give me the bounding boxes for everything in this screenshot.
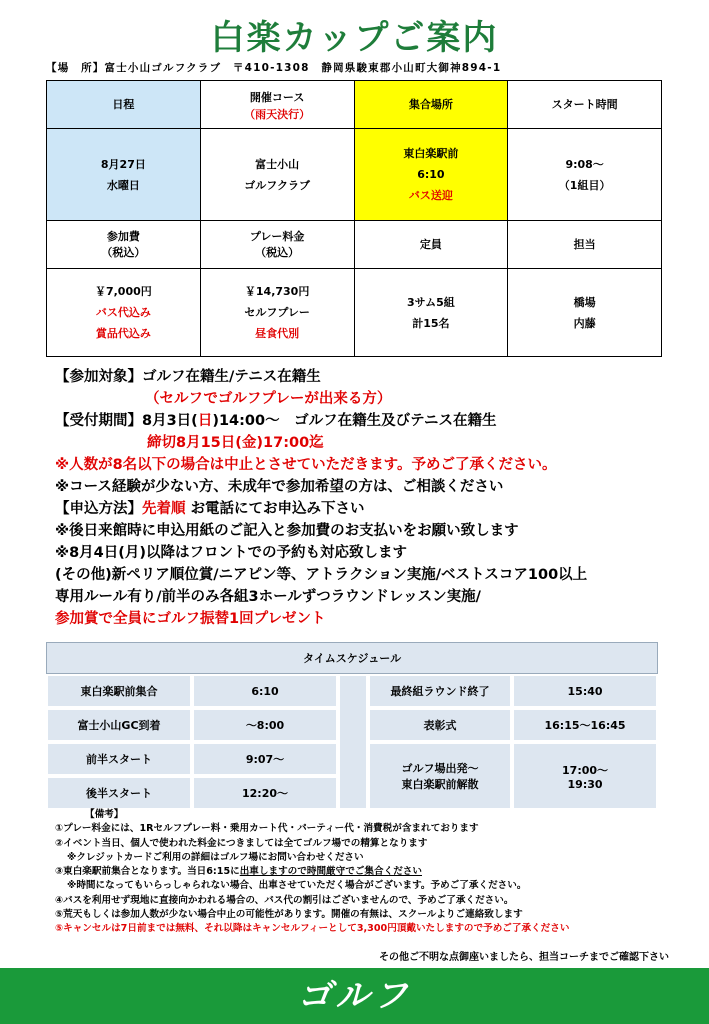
note-item: ⑤キャンセルは7日前までは無料、それ以降はキャンセルフィーとして3,300円頂戴いたしますので予めご了承ください	[55, 923, 570, 935]
note-item: ③東白楽駅前集合となります。当日6:15に出車しますので時間厳守でご集合ください	[55, 866, 422, 878]
time-schedule-table	[46, 642, 658, 810]
consult-line: ※コース経験が少ない方、未成年で参加希望の方は、ご相談ください	[55, 479, 504, 495]
schedule-label: 東白楽駅前集合	[46, 674, 192, 708]
payment-line: ※後日来館時に申込用紙のご記入と参加費のお支払いをお願い致します	[55, 523, 519, 539]
info-table	[46, 80, 662, 357]
rules-line: 専用ルール有り/前半のみ各組3ホールずつラウンドレッスン実施/	[55, 589, 481, 605]
closing-line: その他ご不明な点御座いましたら、担当コーチまでご確認下さい	[379, 952, 669, 963]
page-title: 白楽カップご案内	[210, 18, 499, 58]
header-course: 開催コース （雨天決行）	[200, 81, 354, 129]
schedule-label: 表彰式	[368, 708, 512, 742]
note-item: ④バスを利用せず現地に直接向かわれる場合の、バス代の割引はございませんので、予めご了承ください。	[55, 894, 514, 906]
schedule-time: 16:15～16:45	[512, 708, 658, 742]
header-play-fee: プレー料金 （税込）	[200, 221, 354, 269]
schedule-label: 前半スタート	[46, 742, 192, 776]
cell-course: 富士小山 ゴルフクラブ	[200, 129, 354, 221]
schedule-label: ゴルフ場出発～ 東白楽駅前解散	[368, 742, 512, 810]
venue-line: 【場 所】富士小山ゴルフクラブ 〒410-1308 静岡県駿東郡小山町大御神894-1	[46, 62, 502, 74]
notes-heading: 【備考】	[85, 809, 124, 820]
cell-date: 8月27日 水曜日	[47, 129, 201, 221]
other-line: (その他)新ペリア順位賞/ニアピン等、アトラクション実施/ベストスコア100以上	[55, 567, 588, 583]
cell-staff: 橋場 内藤	[508, 269, 662, 357]
schedule-time: 17:00～ 19:30	[512, 742, 658, 810]
header-date: 日程	[47, 81, 201, 129]
cancel-condition-line: ※人数が8名以下の場合は中止とさせていただきます。予めご了承ください。	[55, 457, 557, 473]
schedule-time: ～8:00	[192, 708, 338, 742]
note-item: ②イベント当日、個人で使われた料金につきましては全てゴルフ場での精算となります	[55, 837, 428, 849]
schedule-time: 12:20～	[192, 776, 338, 810]
schedule-label: 富士小山GC到着	[46, 708, 192, 742]
target-note: （セルフでゴルフプレーが出来る方）	[145, 391, 392, 407]
cell-play-fee: ￥14,730円 セルフプレー 昼食代別	[200, 269, 354, 357]
header-capacity: 定員	[354, 221, 508, 269]
schedule-time: 9:07～	[192, 742, 338, 776]
period-line: 【受付期間】8月3日(日)14:00～ ゴルフ在籍生及びテニス在籍生	[55, 413, 497, 429]
prize-line: 参加賞で全員にゴルフ振替1回プレゼント	[55, 611, 326, 627]
front-desk-line: ※8月4日(月)以降はフロントでの予約も対応致します	[55, 545, 408, 561]
note-item: ①プレー料金には、1Rセルフプレー料・乗用カート代・パーティー代・消費税が含まれております	[55, 823, 479, 835]
schedule-divider	[338, 674, 368, 810]
target-line: 【参加対象】ゴルフ在籍生/テニス在籍生	[55, 369, 321, 385]
footer-banner: ゴルフ	[0, 968, 709, 1024]
note-item: ※時間になってもいらっしゃられない場合、出車させていただく場合がございます。予めご了承ください。	[67, 880, 527, 892]
note-item: ※クレジットカードご利用の詳細はゴルフ場にお問い合わせください	[67, 851, 364, 863]
deadline-line: 締切8月15日(金)17:00迄	[147, 435, 324, 451]
apply-method-line: 【申込方法】先着順 お電話にてお申込み下さい	[55, 501, 365, 517]
cell-fee: ￥7,000円 バス代込み 賞品代込み	[47, 269, 201, 357]
header-start-time: スタート時間	[508, 81, 662, 129]
cell-meeting-place: 東白楽駅前 6:10 バス送迎	[354, 129, 508, 221]
header-meeting-place: 集合場所	[354, 81, 508, 129]
cell-capacity: 3サム5組 計15名	[354, 269, 508, 357]
notes-section	[55, 808, 569, 937]
schedule-label: 後半スタート	[46, 776, 192, 810]
header-staff: 担当	[508, 221, 662, 269]
schedule-label: 最終組ラウンド終了	[368, 674, 512, 708]
note-item: ⑤荒天もしくは参加人数が少ない場合中止の可能性があります。開催の有無は、スクールよりご連絡致します	[55, 909, 523, 921]
schedule-time: 6:10	[192, 674, 338, 708]
schedule-time: 15:40	[512, 674, 658, 708]
details-section	[55, 366, 587, 630]
cell-start-time: 9:08～ （1組目）	[508, 129, 662, 221]
header-fee: 参加費 （税込）	[47, 221, 201, 269]
schedule-title: タイムスケジュール	[46, 642, 658, 674]
